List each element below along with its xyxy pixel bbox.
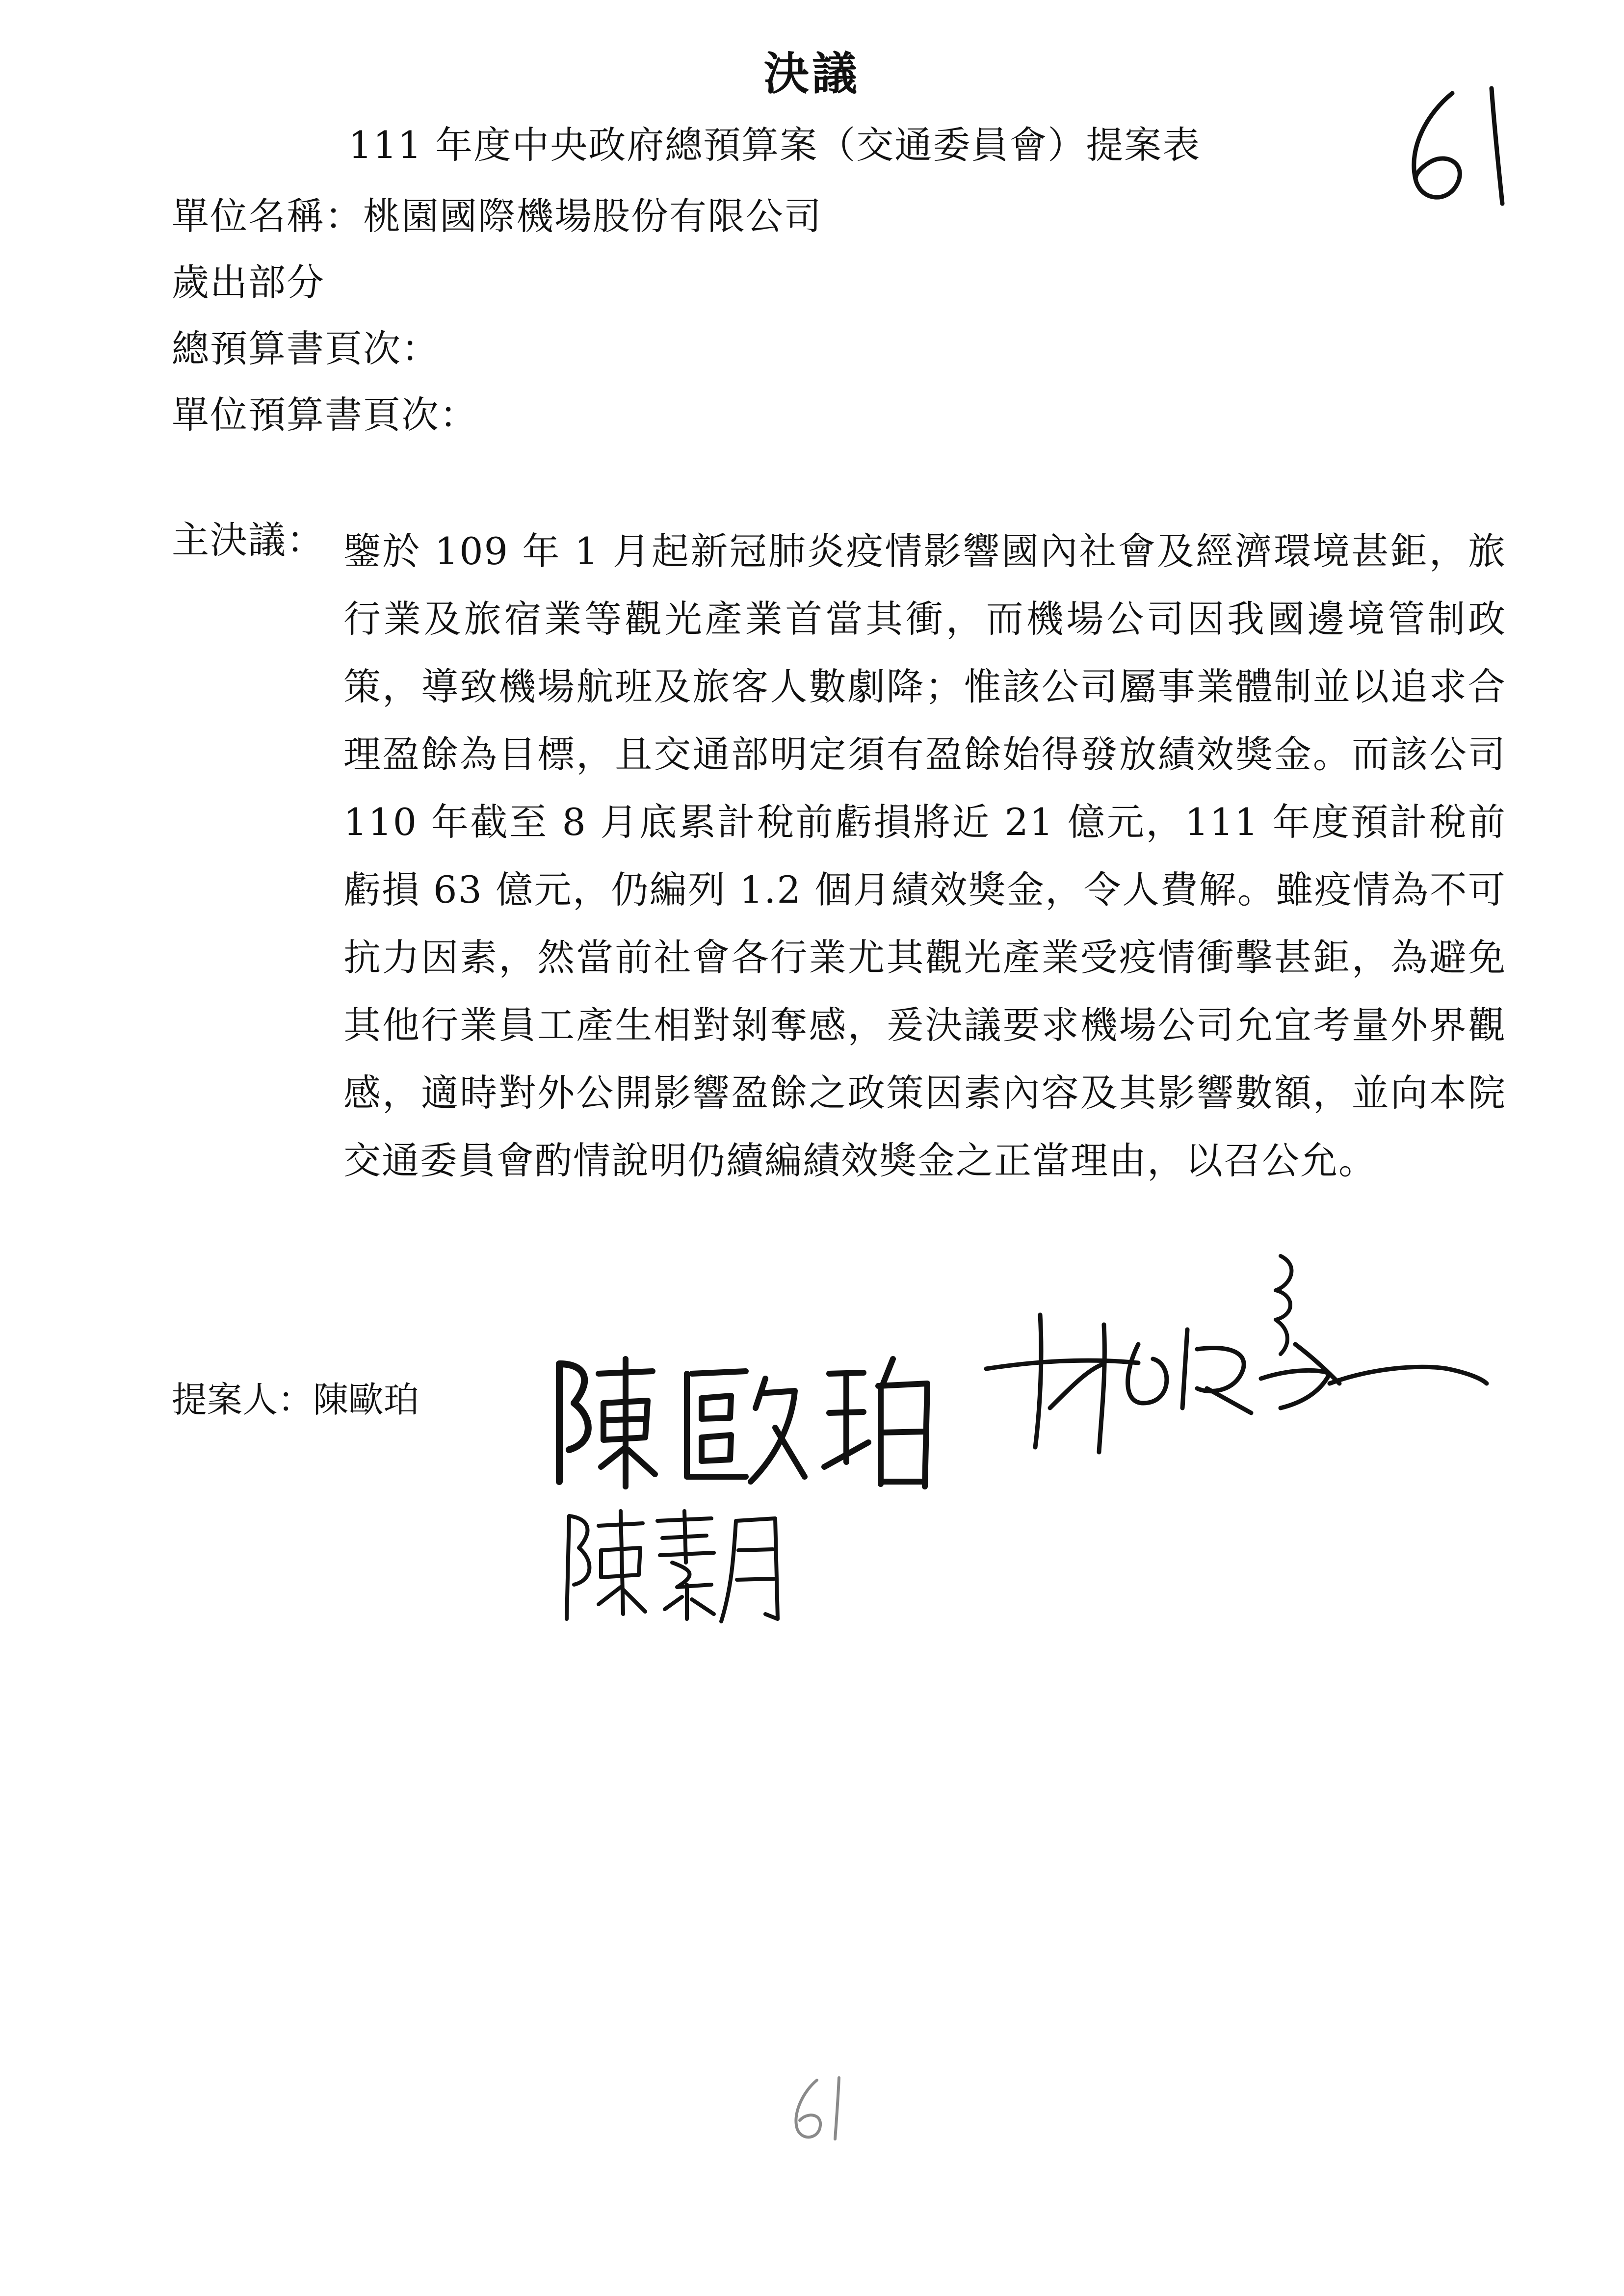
signature-lin-chun-hsien <box>976 1246 1496 1457</box>
handwritten-page-number <box>1393 74 1541 221</box>
section-field: 歲出部分 <box>172 261 325 304</box>
signature-chen-su-yue <box>554 1501 790 1629</box>
unit-name-field: 單位名稱：桃園國際機場股份有限公司 <box>172 194 822 238</box>
unit-budget-page-field: 單位預算書頁次： <box>172 393 478 437</box>
document-title: 決議 <box>763 47 860 100</box>
pencil-page-number <box>780 2070 859 2144</box>
proposer-label: 提案人：陳歐珀 <box>172 1379 419 1420</box>
document-subtitle: 111 年度中央政府總預算案（交通委員會）提案表 <box>348 123 1201 167</box>
resolution-label: 主決議： <box>172 518 325 562</box>
resolution-body: 鑒於 109 年 1 月起新冠肺炎疫情影響國內社會及經濟環境甚鉅，旅行業及旅宿業等觀光產業首當其衝，而機場公司因我國邊境管制政策，導致機場航班及旅客人數劇降；惟該公司屬事業體制並以追求合理盈餘為目標，且交通部明定須有盈餘始得發放績效獎金。而該公司 110 年截至 8 月底累計稅前虧損將近 21 億元，111 年度預計稅前虧損 63 億元，仍編列 1.2 個月績效獎金，令人費解。雖疫情為不可抗力因素，然當前社會各行業尤其觀光產業受疫情衝擊甚鉅，為避免其他行業員工產生相對剝奪感，爰決議要求機場公司允宜考量外界觀感，適時對外公開影響盈餘之政策因素內容及其影響數額，並向本院交通委員會酌情說明仍續編績效獎金之正當理由，以召公允。 <box>343 529 1506 1182</box>
signature-chen-ou-po <box>540 1344 942 1496</box>
general-budget-page-field: 總預算書頁次： <box>172 327 440 370</box>
